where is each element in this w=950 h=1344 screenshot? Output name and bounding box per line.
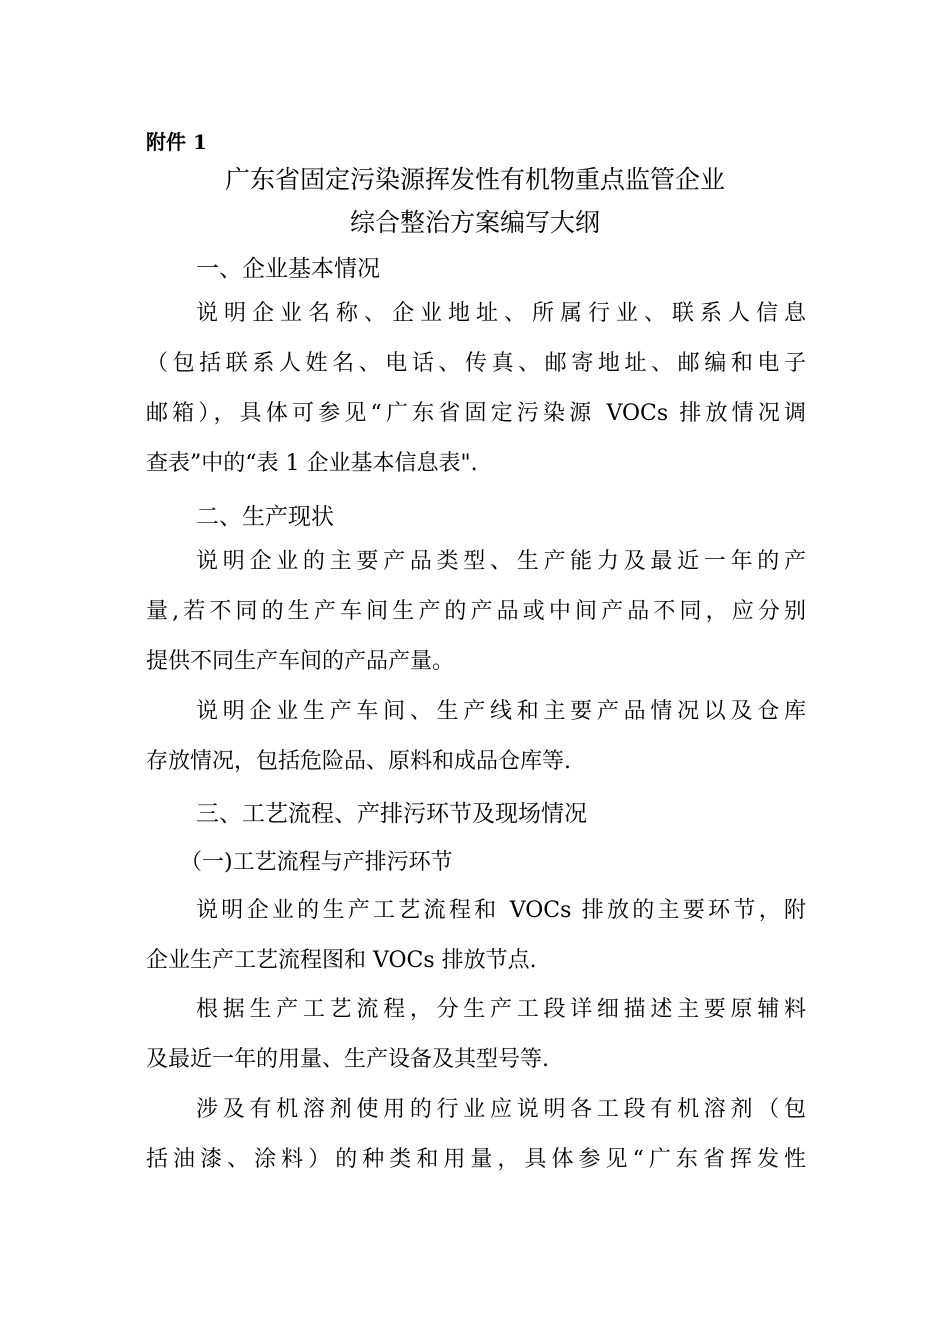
section-heading-production-status: 二、生产现状	[196, 504, 334, 530]
paragraph-organic-solvents	[146, 1085, 806, 1185]
paragraph-workshops-storage	[146, 687, 806, 787]
paragraph-line: 存放情况，包括危险品、原料和成品仓库等.	[146, 749, 571, 774]
paragraph-line: 邮箱），具体可参见“广东省固定污染源 VOCs 排放情况调	[146, 401, 806, 426]
paragraph-line: 涉及有机溶剂使用的行业应说明各工段有机溶剂（包	[196, 1097, 806, 1122]
paragraph-line: 括油漆、涂料）的种类和用量，具体参见“广东省挥发性	[146, 1147, 806, 1172]
paragraph-line: 说明企业的生产工艺流程和 VOCs 排放的主要环节，附	[196, 898, 806, 923]
paragraph-line: 说明企业生产车间、生产线和主要产品情况以及仓库	[196, 699, 806, 724]
paragraph-line: 说明企业的主要产品类型、生产能力及最近一年的产	[196, 549, 806, 574]
paragraph-materials-equipment	[146, 985, 806, 1085]
paragraph-line: （包括联系人姓名、电话、传真、邮寄地址、邮编和电子	[146, 351, 806, 376]
paragraph-line: 量,若不同的生产车间生产的产品或中间产品不同，应分别	[146, 599, 806, 624]
paragraph-line: 提供不同生产车间的产品产量。	[146, 649, 455, 674]
paragraph-line: 说明企业名称、企业地址、所属行业、联系人信息	[196, 301, 806, 326]
paragraph-process-flow	[146, 886, 806, 986]
paragraph-production-capacity	[146, 537, 806, 687]
paragraph-line: 及最近一年的用量、生产设备及其型号等.	[146, 1047, 549, 1072]
document-title-line-2: 综合整治方案编写大纲	[349, 208, 600, 237]
paragraph-line: 查表”中的“表 1 企业基本信息表".	[146, 451, 478, 476]
paragraph-basic-info	[146, 289, 806, 489]
section-heading-process-flow: 三、工艺流程、产排污环节及现场情况	[196, 801, 587, 827]
section-heading-basic-info: 一、企业基本情况	[196, 256, 380, 282]
attachment-label: 附件 1	[146, 130, 207, 154]
paragraph-line: 企业生产工艺流程图和 VOCs 排放节点.	[146, 948, 537, 973]
document-title-line-1: 广东省固定污染源挥发性有机物重点监管企业	[224, 165, 725, 194]
subsection-heading-process-emission: （一)工艺流程与产排污环节	[180, 850, 453, 875]
paragraph-line: 根据生产工艺流程，分生产工段详细描述主要原辅料	[196, 997, 806, 1022]
